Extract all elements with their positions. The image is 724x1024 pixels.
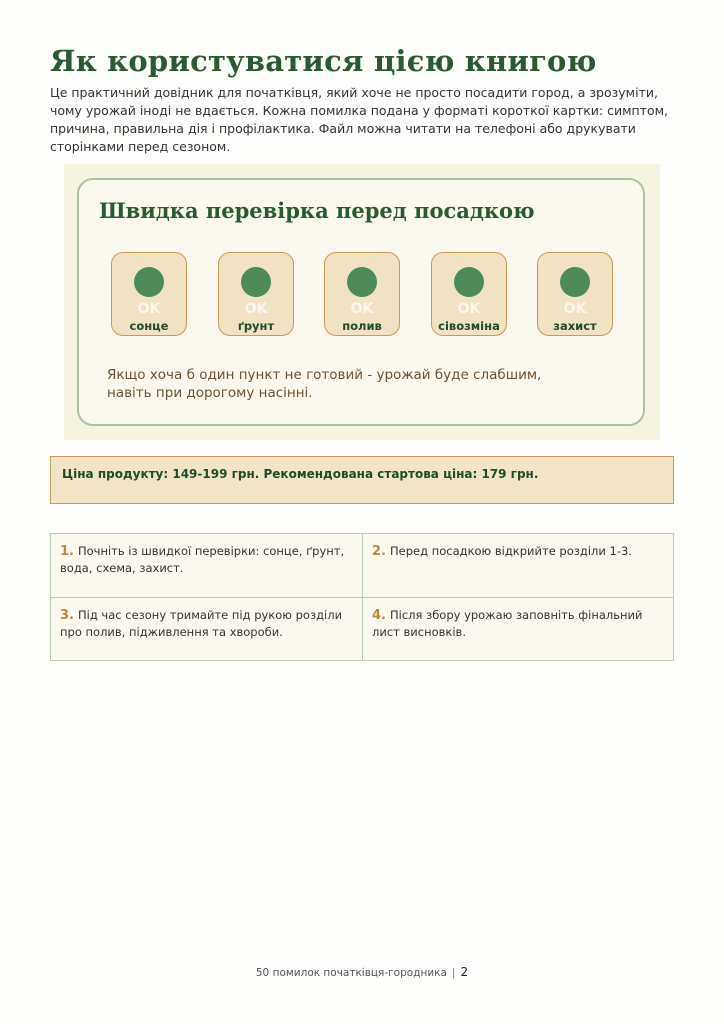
check-item-watering [324,252,400,336]
check-item-sun [111,252,187,336]
steps-grid [50,533,674,661]
step-item [362,597,673,660]
status-dot-icon [560,267,590,297]
step-number: 4. [372,608,386,623]
step-number: 3. [60,608,74,623]
check-label: сонце [129,319,169,333]
check-label: полив [342,319,382,333]
quick-check-note: Якщо хоча б один пункт не готовий - урожай буде слабшим, навіть при дорогому насінні. [107,367,542,401]
step-text: Почніть із швидкої перевірки: сонце, ґрунт, вода, схема, захист. [60,544,345,575]
step-item [51,597,362,660]
intro-paragraph: Це практичний довідник для початківця, який хоче не просто посадити город, а зрозуміти, чому урожай іноді не вдається. Кожна помилка подана у форматі короткої картки: симптом, причина, правильна дія і профілактика. Файл можна читати на телефоні або друкувати сторінками перед сезоном. [50,85,669,154]
check-label: захист [553,319,597,333]
check-status: OK [137,301,161,317]
price-text: Ціна продукту: 149-199 грн. Рекомендована стартова ціна: 179 грн. [62,467,539,481]
price-box [50,456,674,504]
check-status: OK [457,301,481,317]
check-item-soil [218,252,294,336]
status-dot-icon [454,267,484,297]
page-title: Як користуватися цією книгою [50,44,597,78]
check-label: сівозміна [438,319,500,333]
step-text: Перед посадкою відкрийте розділи 1-3. [389,544,632,558]
step-text: Під час сезону тримайте під рукою розділи про полив, підживлення та хвороби. [60,608,343,639]
check-status: OK [563,301,587,317]
quick-check-title: Швидка перевірка перед посадкою [99,198,535,223]
step-number: 2. [372,544,386,559]
step-item [362,534,673,597]
step-number: 1. [60,544,74,559]
status-dot-icon [134,267,164,297]
check-status: OK [350,301,374,317]
quick-check-panel [64,164,660,440]
check-label: ґрунт [237,319,275,333]
check-item-rotation [431,252,507,336]
step-item [51,534,362,597]
page-footer [0,965,724,979]
check-item-protection [537,252,613,336]
footer-book-title: 50 помилок початківця-городника [255,967,447,979]
step-text: Після збору урожаю заповніть фінальний лист висновків. [372,608,643,639]
page-number: 2 [460,965,469,979]
status-dot-icon [241,267,271,297]
status-dot-icon [347,267,377,297]
footer-separator: | [451,967,456,979]
check-status: OK [244,301,268,317]
quick-check-card [77,178,645,426]
